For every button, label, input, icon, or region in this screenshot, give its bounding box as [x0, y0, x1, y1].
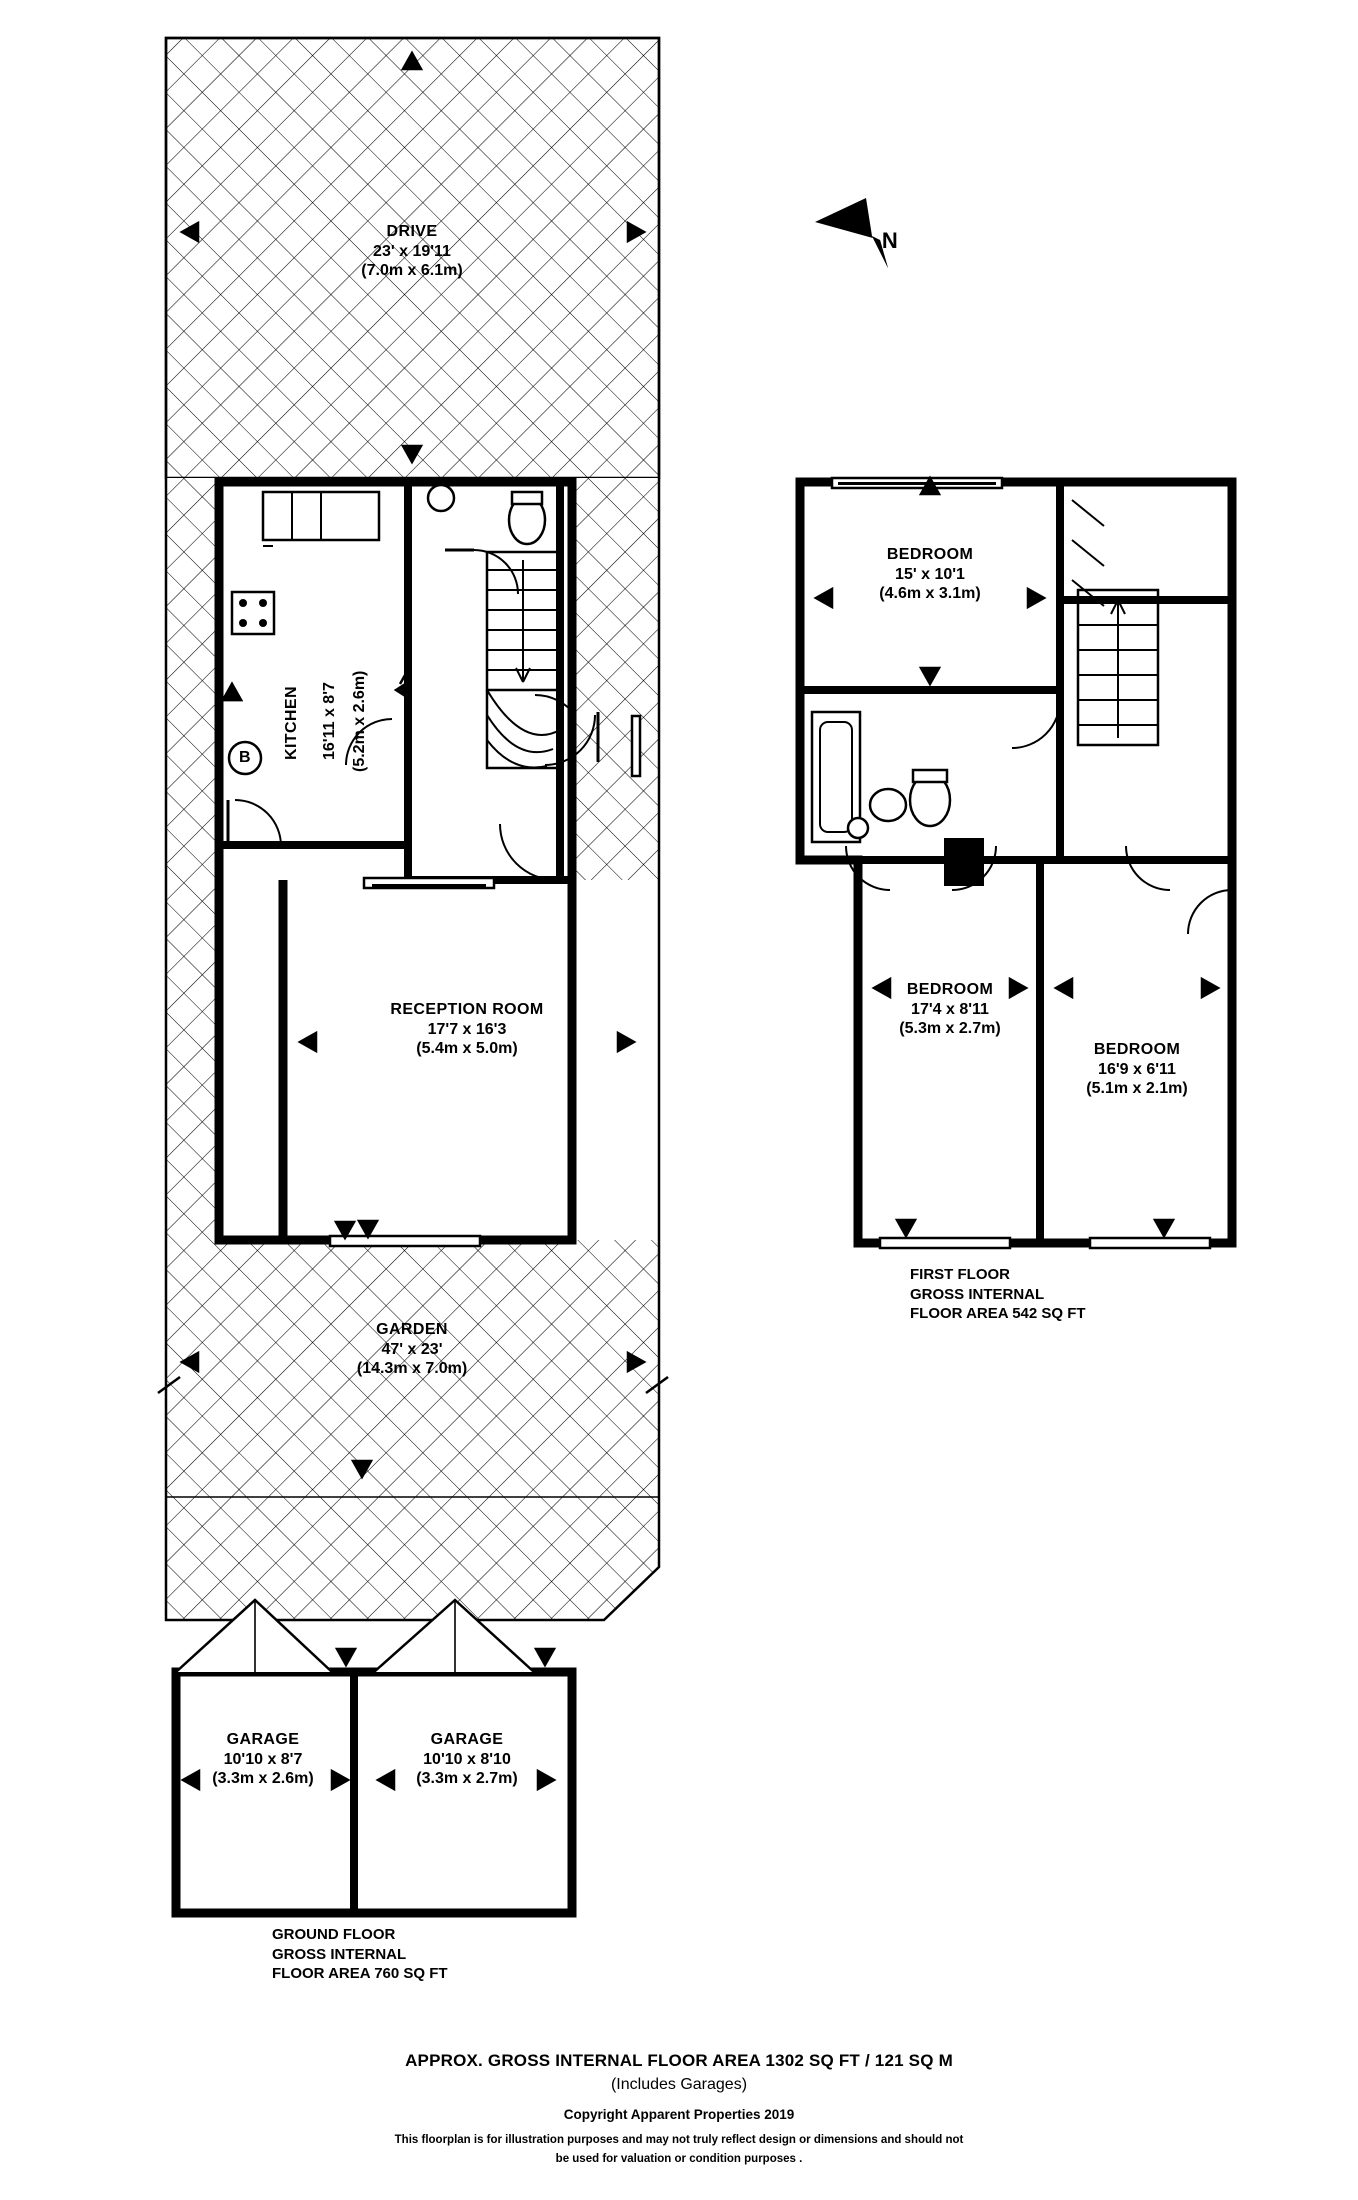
room-imperial: 47' x 23' [381, 1340, 443, 1358]
room-name: DRIVE [386, 223, 438, 240]
room-imperial: 17'4 x 8'11 [911, 1000, 989, 1018]
ground-floor-caption: GROUND FLOOR GROSS INTERNAL FLOOR AREA 760 SQ FT [272, 1926, 448, 1982]
room-name: KITCHEN [283, 686, 300, 760]
boiler-marker-label: B [239, 749, 251, 766]
room-label-garden [312, 1320, 512, 1379]
room-label-bedroom-3 [1037, 1040, 1237, 1099]
room-imperial: 10'10 x 8'7 [223, 1750, 303, 1768]
disclaimer-line-2: be used for valuation or condition purposes . [555, 2153, 803, 2165]
compass-label: N [881, 228, 899, 253]
room-metric: (7.0m x 6.1m) [361, 262, 463, 280]
room-label-garage-2 [372, 1730, 562, 1789]
room-label-bedroom-1 [830, 545, 1030, 604]
includes-garages-text: (Includes Garages) [610, 2076, 748, 2093]
room-label-bedroom-2 [850, 980, 1050, 1039]
first-floor-caption: FIRST FLOOR GROSS INTERNAL FLOOR AREA 542 SQ FT [910, 1266, 1086, 1322]
disclaimer-line-1: This floorplan is for illustration purposes and may not truly reflect design or dimensions and should not [394, 2134, 964, 2146]
room-imperial: 23' x 19'11 [373, 242, 451, 260]
room-metric: (5.4m x 5.0m) [416, 1040, 518, 1058]
room-name: BEDROOM [906, 981, 994, 998]
room-name: RECEPTION ROOM [390, 1001, 544, 1018]
room-label-garage-1 [168, 1730, 358, 1789]
room-label-drive [312, 222, 512, 281]
room-metric: (3.3m x 2.7m) [416, 1770, 518, 1788]
room-imperial: 15' x 10'1 [895, 565, 965, 583]
room-name: BEDROOM [1093, 1041, 1181, 1058]
copyright-text: Copyright Apparent Properties 2019 [563, 2107, 795, 2122]
room-metric: (4.6m x 3.1m) [879, 585, 981, 603]
room-imperial: 17'7 x 16'3 [427, 1020, 507, 1038]
room-metric: (3.3m x 2.6m) [212, 1770, 314, 1788]
room-metric: (5.2m x 2.6m) [351, 670, 368, 772]
room-metric: (14.3m x 7.0m) [356, 1360, 468, 1378]
room-name: GARDEN [376, 1321, 448, 1338]
room-name: BEDROOM [886, 546, 974, 563]
room-imperial: 10'10 x 8'10 [423, 1750, 511, 1768]
room-metric: (5.1m x 2.1m) [1086, 1080, 1188, 1098]
room-imperial: 16'11 x 8'7 [321, 682, 338, 760]
room-imperial: 16'9 x 6'11 [1098, 1060, 1176, 1078]
room-metric-kitchen [350, 670, 451, 792]
room-name: GARAGE [430, 1731, 504, 1748]
room-metric: (5.3m x 2.7m) [899, 1020, 1001, 1038]
total-area-text: APPROX. GROSS INTERNAL FLOOR AREA 1302 SQ FT / 121 SQ M [405, 2051, 953, 2070]
room-label-reception-room [322, 1000, 612, 1059]
room-name: GARAGE [226, 1731, 300, 1748]
